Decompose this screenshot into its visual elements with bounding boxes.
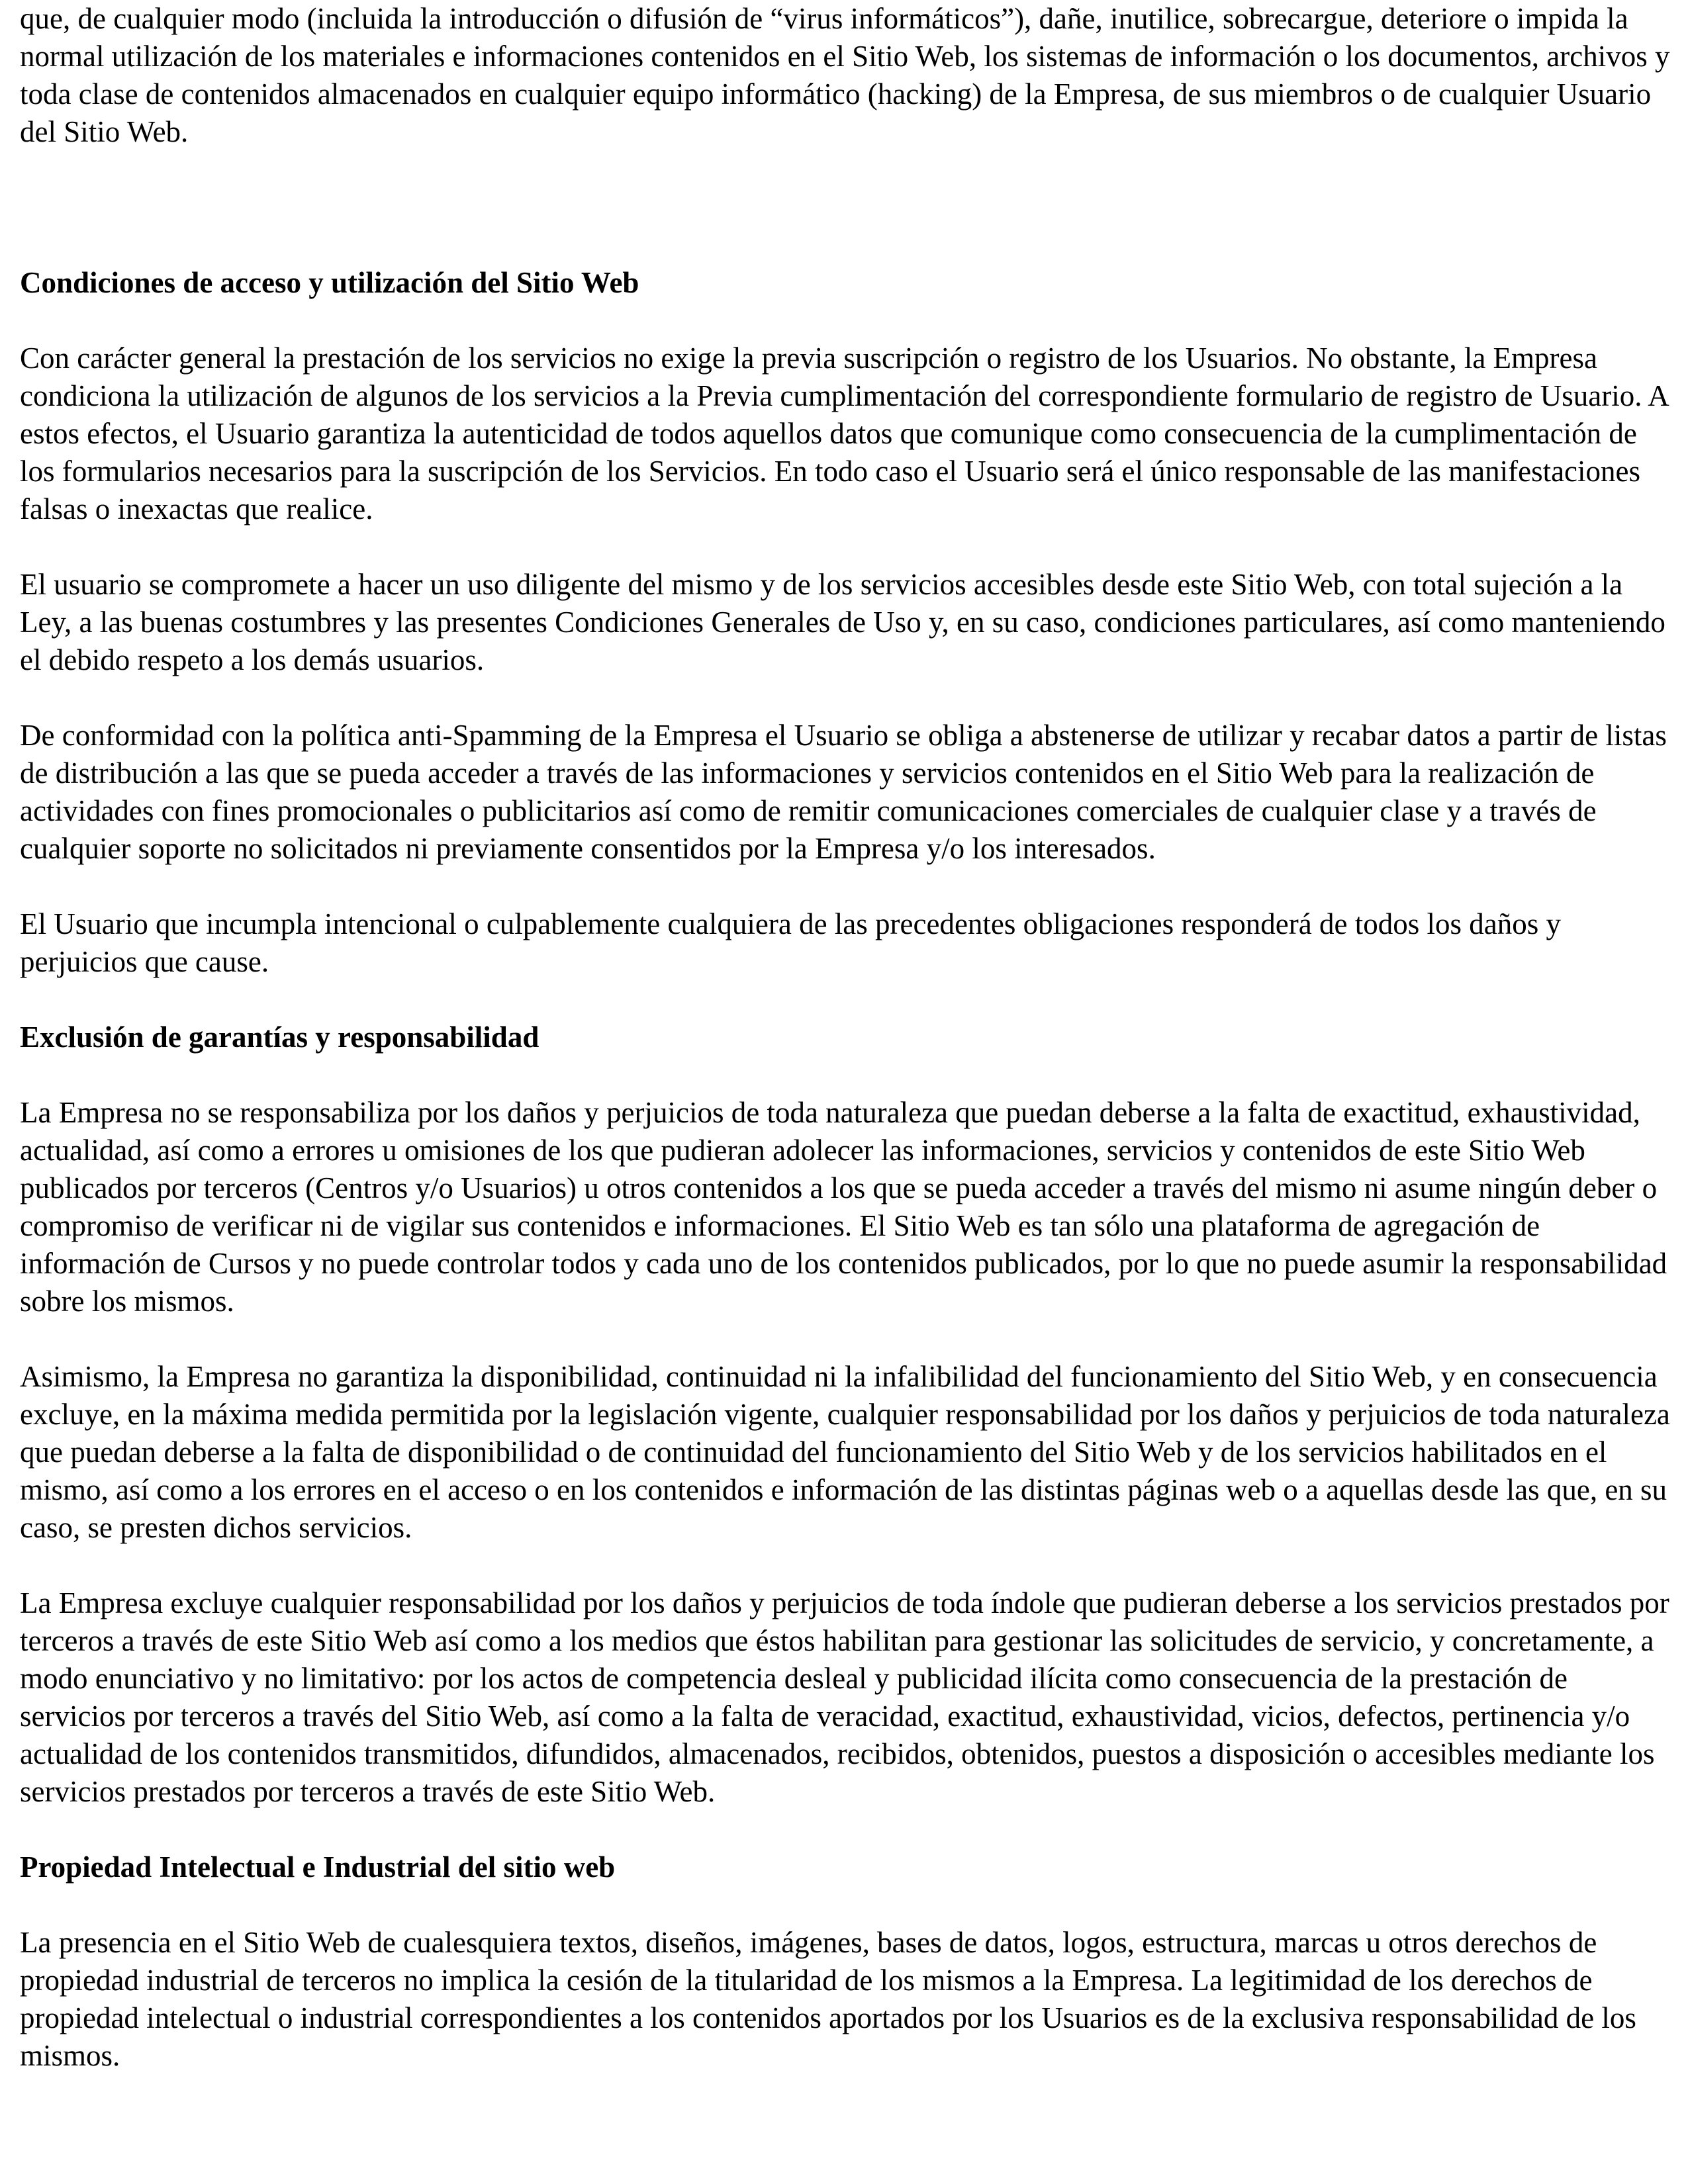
paragraph-diligent-use: El usuario se compromete a hacer un uso diligente del mismo y de los servicios accesibles desde este Sitio Web, con total sujeción a la Ley, a las buenas costumbres y las presentes Condiciones Generales de Uso y, en su caso, condiciones particulares, así como manteniendo el debido respeto a los demás usuarios. xyxy=(20,568,1665,676)
paragraph-availability: Asimismo, la Empresa no garantiza la disponibilidad, continuidad ni la infalibilidad del funcionamiento del Sitio Web, y en consecuencia excluye, en la máxima medida permitida por la legislación vigente, cualquier responsabilidad por los daños y perjuicios de toda naturaleza que puedan deberse a la falta de disponibilidad o de continuidad del funcionamiento del Sitio Web y de los servicios habilitados en el mismo, así como a los errores en el acceso o en los contenidos e información de las distintas páginas web o a aquellas desde las que, en su caso, se presten dichos servicios. xyxy=(20,1360,1670,1544)
document-page xyxy=(20,0,1675,2113)
paragraph-intellectual-property: La presencia en el Sitio Web de cualesquiera textos, diseños, imágenes, bases de datos, logos, estructura, marcas u otros derechos de propiedad industrial de terceros no implica la cesión de la titularidad de los mismos a la Empresa. La legitimidad de los derechos de propiedad intelectual o industrial correspondientes a los contenidos aportados por los Usuarios es de la exclusiva responsabilidad de los mismos. xyxy=(20,1926,1636,2072)
paragraph-third-party-services: La Empresa excluye cualquier responsabilidad por los daños y perjuicios de toda índole que pudieran deberse a los servicios prestados por terceros a través de este Sitio Web así como a los medios que éstos habilitan para gestionar las solicitudes de servicio, y concretamente, a modo enunciativo y no limitativo: por los actos de competencia desleal y publicidad ilícita como consecuencia de la prestación de servicios por terceros a través del Sitio Web, así como a la falta de veracidad, exactitud, exhaustividad, vicios, defectos, pertinencia y/o actualidad de los contenidos transmitidos, difundidos, almacenados, recibidos, obtenidos, puestos a disposición o accesibles mediante los servicios prestados por terceros a través de este Sitio Web. xyxy=(20,1586,1669,1808)
paragraph-registration: Con carácter general la prestación de los servicios no exige la previa suscripción o registro de los Usuarios. No obstante, la Empresa condiciona la utilización de algunos de los servicios a la Previa cumplimentación del correspondiente formulario de registro de Usuario. A estos efectos, el Usuario garantiza la autenticidad de todos aquellos datos que comunique como consecuencia de la cumplimentación de los formularios necesarios para la suscripción de los Servicios. En todo caso el Usuario será el único responsable de las manifestaciones falsas o inexactas que realice. xyxy=(20,341,1668,525)
opening-paragraph: que, de cualquier modo (incluida la introducción o difusión de “virus informáticos”), dañe, inutilice, sobrecargue, deteriore o impida la normal utilización de los materiales e informaciones contenidos en el Sitio Web, los sistemas de información o los documentos, archivos y toda clase de contenidos almacenados en cualquier equipo informático (hacking) de la Empresa, de sus miembros o de cualquier Usuario del Sitio Web. xyxy=(20,2,1670,148)
paragraph-liability: El Usuario que incumpla intencional o culpablemente cualquiera de las precedentes obligaciones responderá de todos los daños y perjuicios que cause. xyxy=(20,907,1561,978)
paragraph-third-party-content: La Empresa no se responsabiliza por los daños y perjuicios de toda naturaleza que puedan deberse a la falta de exactitud, exhaustividad, actualidad, así como a errores u omisiones de los que pudieran adolecer las informaciones, servicios y contenidos de este Sitio Web publicados por terceros (Centros y/o Usuarios) u otros contenidos a los que se pueda acceder a través del mismo ni asume ningún deber o compromiso de verificar ni de vigilar sus contenidos e informaciones. El Sitio Web es tan sólo una plataforma de agregación de información de Cursos y no puede controlar todos y cada uno de los contenidos publicados, por lo que no puede asumir la responsabilidad sobre los mismos. xyxy=(20,1096,1667,1318)
paragraph-anti-spamming: De conformidad con la política anti-Spamming de la Empresa el Usuario se obliga a abstenerse de utilizar y recabar datos a partir de listas de distribución a las que se pueda acceder a través de las informaciones y servicios contenidos en el Sitio Web para la realización de actividades con fines promocionales o publicitarios así como de remitir comunicaciones comerciales de cualquier clase y a través de cualquier soporte no solicitados ni previamente consentidos por la Empresa y/o los interesados. xyxy=(20,719,1667,865)
section-heading-access-conditions: Condiciones de acceso y utilización del Sitio Web xyxy=(20,266,639,299)
section-heading-intellectual-property: Propiedad Intelectual e Industrial del sitio web xyxy=(20,1850,616,1884)
section-heading-warranty-exclusion: Exclusión de garantías y responsabilidad xyxy=(20,1021,539,1054)
